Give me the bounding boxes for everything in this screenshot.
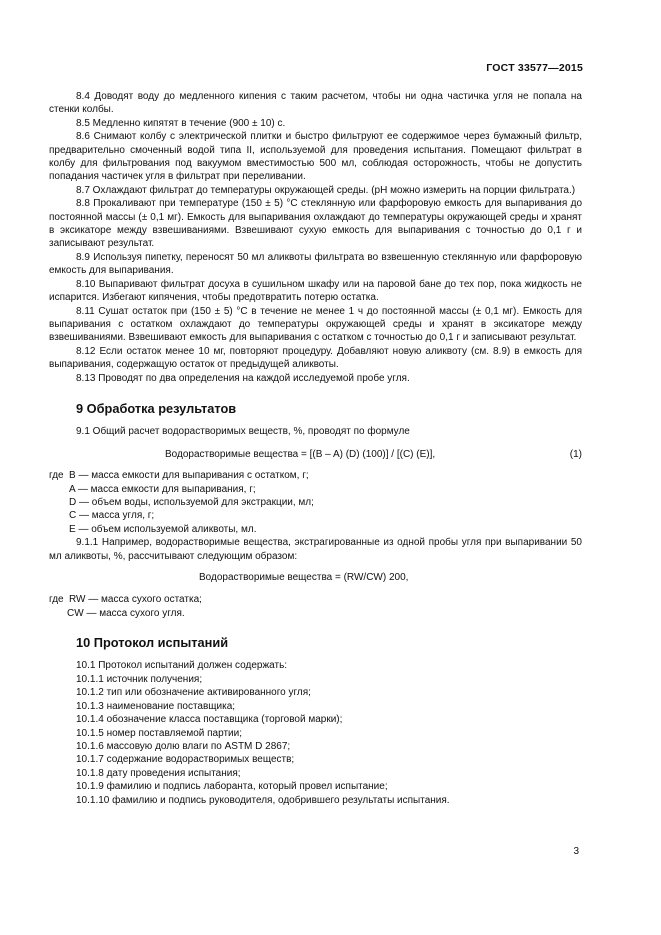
paragraph-8-4: 8.4 Доводят воду до медленного кипения с таким расчетом, чтобы ни одна частичка угля не попала на стенки колбы. (49, 91, 582, 116)
list-item: 10.1.7 содержание водорастворимых веществ; (76, 754, 295, 766)
definition-c: C — масса угля, г; (69, 510, 155, 522)
paragraph-9-1: 9.1 Общий расчет водорастворимых веществ, %, проводят по формуле (76, 426, 410, 438)
definition-rw: RW — масса сухого остатка; (69, 594, 202, 606)
definition-row (49, 469, 582, 482)
definition-b: B — масса емкости для выпаривания с остатком, г; (69, 470, 309, 482)
definition-row (49, 509, 582, 522)
protocol-list (49, 659, 582, 806)
definition-cw: CW — масса сухого угля. (67, 607, 185, 619)
page-number: 3 (573, 846, 579, 857)
paragraph-8-13: 8.13 Проводят по два определения на каждой исследуемой пробе угля. (76, 372, 410, 384)
standard-header: ГОСТ 33577—2015 (486, 62, 583, 74)
definition-d: D — объем воды, используемой для экстракции, мл; (69, 496, 314, 508)
list-item: 10.1.5 номер поставляемой партии; (76, 727, 242, 739)
definition-row (49, 607, 582, 620)
list-item: 10.1.1 источник получения; (76, 673, 203, 685)
list-item: 10.1.8 дату проведения испытания; (76, 767, 241, 779)
list-item: 10.1.6 массовую долю влаги по ASTM D 2867; (76, 740, 291, 752)
list-item: 10.1 Протокол испытаний должен содержать: (76, 660, 288, 672)
definition-a: A — масса емкости для выпаривания, г; (69, 483, 256, 495)
paragraph-8-12: 8.12 Если остаток менее 10 мг, повторяют процедуру. Добавляют новую аликвоту (см. 8.9) в емкость для выпаривания, содержащую остаток от предыдущей аликвоты. (49, 345, 582, 371)
formula-1-expression: Водорастворимые вещества = [(B – A) (D) (100)] / [(C) (E)], (165, 448, 436, 460)
definition-row (49, 496, 582, 509)
section-9-title: 9 Обработка результатов (76, 400, 237, 416)
section-10-title: 10 Протокол испытаний (76, 635, 229, 651)
formula-2 (49, 571, 582, 584)
list-item: 10.1.2 тип или обозначение активированного угля; (76, 687, 311, 699)
document-body (49, 90, 582, 807)
section-8-continued (49, 90, 582, 385)
definition-row (49, 483, 582, 496)
list-item: 10.1.10 фамилию и подпись руководителя, одобрившего результаты испытания. (76, 794, 450, 806)
formula-2-expression: Водорастворимые вещества = (RW/CW) 200, (199, 571, 409, 583)
definition-row (49, 593, 582, 606)
list-item: 10.1.3 наименование поставщика; (76, 700, 236, 712)
paragraph-8-5: 8.5 Медленно кипятят в течение (900 ± 10) с. (76, 117, 286, 129)
paragraph-8-8: 8.8 Прокаливают при температуре (150 ± 5) °С стеклянную или фарфоровую емкость для выпаривания до постоянной массы (± 0,1 мг). Емкость для выпаривания охлаждают до температуры окружающей среды и хранят в эксикаторе между взвешиваниями. Взвешивают сухую емкость для выпаривания с точностью до 0,1 г и записывают результат. (49, 198, 582, 250)
formula-1 (49, 448, 582, 461)
paragraph-8-6: 8.6 Снимают колбу с электрической плитки и быстро фильтруют ее содержимое через бумажный фильтр, предварительно смоченный водой типа II, используемой для проведения испытания. Помещают фильтрат в колбу для фильтрования под вакуумом вместимостью 500 мл, соблюдая осторожность, чтобы не допустить попадания частичек угля в фильтрат при переливании. (49, 131, 582, 183)
paragraph-8-9: 8.9 Используя пипетку, переносят 50 мл аликвоты фильтрата во взвешенную стеклянную или фарфоровую емкость для выпаривания. (49, 251, 582, 277)
paragraph-8-11: 8.11 Сушат остаток при (150 ± 5) °С в течение не менее 1 ч до постоянной массы (± 0,1 мг). Емкость для выпаривания с остатком охлаждают до температуры окружающей среды и хранят в эксикаторе между взвешиваниями. Взвешивают емкость для выпаривания с остатком с точностью до 0,1 г и записывают результат. (49, 305, 582, 344)
paragraph-8-10: 8.10 Выпаривают фильтрат досуха в сушильном шкафу или на паровой бане до тех пор, пока жидкость не испарится. Избегают кипячения, чтобы предотвратить потерю остатка. (49, 278, 582, 304)
list-item: 10.1.9 фамилию и подпись лаборанта, который провел испытание; (76, 781, 388, 793)
formula-1-number: (1) (569, 448, 582, 460)
where-label-2: где (49, 594, 64, 606)
paragraph-9-1-1: 9.1.1 Например, водорастворимые вещества, экстрагированные из одной пробы угля при выпаривании 50 мл аликвоты, %, рассчитывают следующим образом: (49, 537, 582, 562)
definition-row (49, 523, 582, 536)
definition-e: E — объем используемой аликвоты, мл. (69, 523, 257, 535)
paragraph-8-7: 8.7 Охлаждают фильтрат до температуры окружающей среды. (pH можно измерить на порции фильтрата.) (76, 184, 576, 196)
where-label: где (49, 470, 64, 482)
list-item: 10.1.4 обозначение класса поставщика (торговой марки); (76, 714, 343, 726)
